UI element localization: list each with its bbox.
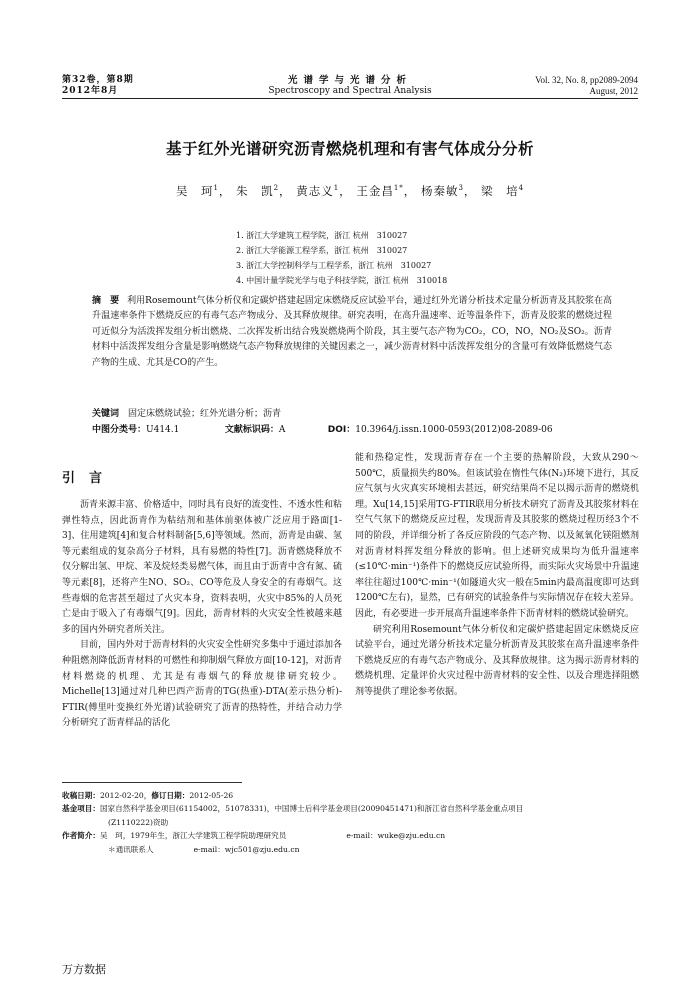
body-paragraph: 研究利用Rosemount气体分析仪和定碳炉搭建起固定床燃烧反应试验平台，通过光谱分析技术定量分析沥青及其胶浆在高升温速率条件下燃烧反应的有毒气态产物成分、及其释放规律。这为揭示沥青材料的燃烧机理、定量评价火灾过程中沥青材料的安全性、以及合理选择阻燃剂等提供了理论参考依据。 [355,624,639,697]
clc-label: 中图分类号： [92,425,147,435]
author-bio: 作者简介：吴 珂，1979年生，浙江大学建筑工程学院助理研究员 e-mail：wuke@zju.edu.cn [62,831,446,841]
watermark: 万方数据 [62,963,106,976]
funding-cont: (Z1110222)资助 [108,817,169,827]
right-column [355,451,639,701]
footnotes [62,789,652,856]
body-paragraph: 目前，国内外对于沥青材料的火灾安全性研究多集中于通过添加各种阻燃剂降低沥青材料的可燃性和抑制烟气释放方面[10-12]，对沥青材料燃烧的机理、尤其是有毒烟气的释放规律研究较少。Michelle[13]通过对几种巴西产沥青的TG(热重)-DTA(差示热分析)-FTIR(傅里叶变换红外光谱)试验研究了沥青的热特性，并结合动力学分析研究了沥青样品的活化 [62,640,342,729]
volume-issue-cn: 第32卷，第8期 [62,75,134,85]
author: 黄志义$^1$， [296,184,352,198]
date-en: August, 2012 [589,86,638,96]
affiliation: 4. 中国计量学院光学与电子科技学院，浙江 杭州 310018 [236,276,448,285]
journal-name-en: Spectroscopy and Spectral Analysis [268,86,432,96]
affiliation-list [236,228,447,288]
received-dates: 收稿日期：2012-02-20，修订日期：2012-05-26 [62,791,234,800]
clc-code: U414.1 [146,425,180,435]
keywords [92,407,281,422]
author: 朱 凯$^2$， [236,184,292,198]
author: 杨秦敏$^3$， [420,184,477,198]
classification-line [92,423,620,438]
keywords-text: 固定床燃烧试验；红外光谱分析；沥青 [128,409,282,419]
volume-issue-en: Vol. 32, No. 8, pp2089-2094 [535,75,638,85]
running-header [62,71,638,99]
abstract-label: 摘 要 [92,296,120,306]
author: 吴 珂$^1$， [175,184,232,198]
doc-code-label: 文献标识码： [224,425,279,435]
affiliation: 2. 浙江大学能源工程学系，浙江 杭州 310027 [236,246,408,255]
corresponding-email: e-mail：wjc501@zju.edu.cn [193,844,300,854]
affiliation: 3. 浙江大学控制科学与工程学系，浙江 杭州 310027 [236,261,432,270]
body-paragraph: 能和热稳定性，发现沥青存在一个主要的热解阶段，大致从290～500℃，质量损失约80%。但该试验在惰性气体(N₂)环境下进行，其反应气氛与火灾真实环境相去甚远，研究结果尚不足以揭示沥青的燃烧机理。Xu[14,15]采用TG-FTIR联用分析技术研究了沥青及其胶浆材料在空气气氛下的燃烧反应过程，发现沥青及其胶浆的燃烧过程历经3个不同的阶段，并详细分析了各反应阶段的气态产物、以及氮氧化镁阻燃剂对沥青材料挥发组分释放的影响。但上述研究成果均为低升温速率(≤10℃·min⁻¹)条件下的燃烧反应试验所得，而实际火灾场景中升温速率往往超过100℃·min⁻¹(如隧道火灾一般在5min内最高温度即可达到1200℃左右)，显然，已有研究的试验条件与实际情况存在较大差异。因此，有必要进一步开展高升温速率条件下沥青材料的燃烧试验研究。 [355,453,639,619]
doi-label: DOI： [327,425,356,435]
author: 梁 培$^4$ [481,184,525,198]
date-cn: 2012年8月 [62,86,119,96]
left-column [62,498,342,732]
funding: 基金项目：国家自然科学基金项目(61154002，51078331)，中国博士后科学基金项目(20090451471)和浙江省自然科学基金重点项目 [62,804,524,814]
corresponding-author: ＊通讯联系人 e-mail：wjc501@zju.edu.cn [108,844,300,854]
footnote-divider [62,782,242,783]
paper-title: 基于红外光谱研究沥青燃烧机理和有害气体成分分析 [165,140,534,158]
doi-value: 10.3964/j.issn.1000-0593(2012)08-2089-06 [355,425,553,435]
header-right [535,75,638,97]
section-title-introduction: 引言 [62,471,117,486]
author-list [0,183,700,199]
abstract-text: 利用Rosemount气体分析仪和定碳炉搭建起固定床燃烧反应试验平台，通过红外光谱分析技术定量分析沥青及其胶浆在高升温速率条件下燃烧反应的有毒气态产物成分、及其释放规律。研究表明，在高升温速率、近等温条件下，沥青及胶浆的燃烧过程可近似分为活泼挥发组分析出燃烧、二次挥发析出结合残炭燃烧两个阶段，其主要气态产物为CO₂，CO，NO，NO₂及SO₂。沥青材料中活泼挥发组分含量是影响燃烧气态产物释放规律的关键因素之一，减少沥青材料中活泼挥发组分的含量可有效降低燃烧气态产物的生成、尤其是CO的产生。 [92,296,612,368]
affiliation: 1. 浙江大学建筑工程学院，浙江 杭州 310027 [236,231,408,240]
author-email: e-mail：wuke@zju.edu.cn [346,831,446,841]
author: 王金昌$^{1*}$， [356,184,417,198]
body-paragraph: 沥青来源丰富、价格适中，同时具有良好的流变性、不透水性和粘弹性特点，因此沥青作为粘结剂和基体前驱体被广泛应用于路面[1-3]、住用建筑[4]和复合材料制备[5,6]等领域。然而，沥青是由碳、氢等元素组成的复杂高分子材料，具有易燃的特性[7]。沥青燃烧释放不仅分解出氢、甲烷、苯及烷烃类易燃气体，而且由于沥青中含有氮、硫等元素[8]，还将产生NO、SO₂、CO等危及人身安全的有毒烟气。这些毒烟的危害甚至超过了火灾本身，资料表明，火灾中85%的人员死亡是由于吸入了有毒烟气[9]。因此，沥青材料的火灾安全性被越来越多的国内外研究者所关注。 [62,500,342,635]
keywords-label: 关键词 [92,409,120,419]
doc-code: A [278,425,286,435]
journal-name-cn: 光谱学与光谱分析 [287,75,412,86]
abstract [92,294,612,371]
